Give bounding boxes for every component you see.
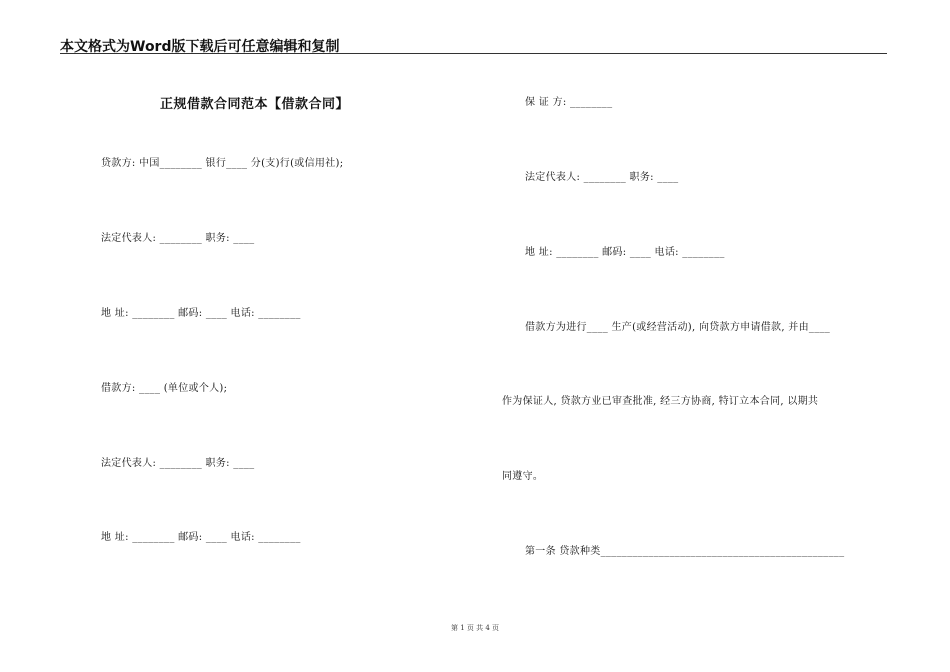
document-title: 正规借款合同范本【借款合同】 xyxy=(160,97,350,112)
borrower-representative-line: 法定代表人: ________ 职务: ____ xyxy=(101,458,255,469)
lender-address-line: 地 址: ________ 邮码: ____ 电话: ________ xyxy=(101,308,301,319)
borrower-line: 借款方: ____ (单位或个人); xyxy=(101,383,228,394)
banner-divider xyxy=(60,53,887,54)
guarantor-representative-line: 法定代表人: ________ 职务: ____ xyxy=(525,172,679,183)
guarantor-line: 保 证 方: ________ xyxy=(525,97,613,108)
article-1-heading: 第一条 贷款种类______________________________________________ xyxy=(525,546,845,557)
preamble-line-1: 借款方为进行____ 生产(或经营活动), 向贷款方申请借款, 并由____ xyxy=(525,322,831,333)
lender-representative-line: 法定代表人: ________ 职务: ____ xyxy=(101,233,255,244)
guarantor-address-line: 地 址: ________ 邮码: ____ 电话: ________ xyxy=(525,247,725,258)
download-banner: 本文格式为Word版下载后可任意编辑和复制 xyxy=(60,39,340,55)
page-indicator: 第 1 页 共 4 页 xyxy=(450,624,500,632)
preamble-line-3: 同遵守。 xyxy=(502,471,544,482)
lender-line: 贷款方: 中国________ 银行____ 分(支)行(或信用社); xyxy=(101,158,344,169)
preamble-line-2: 作为保证人, 贷款方业已审查批准, 经三方协商, 特订立本合同, 以期共 xyxy=(502,396,819,407)
borrower-address-line: 地 址: ________ 邮码: ____ 电话: ________ xyxy=(101,532,301,543)
